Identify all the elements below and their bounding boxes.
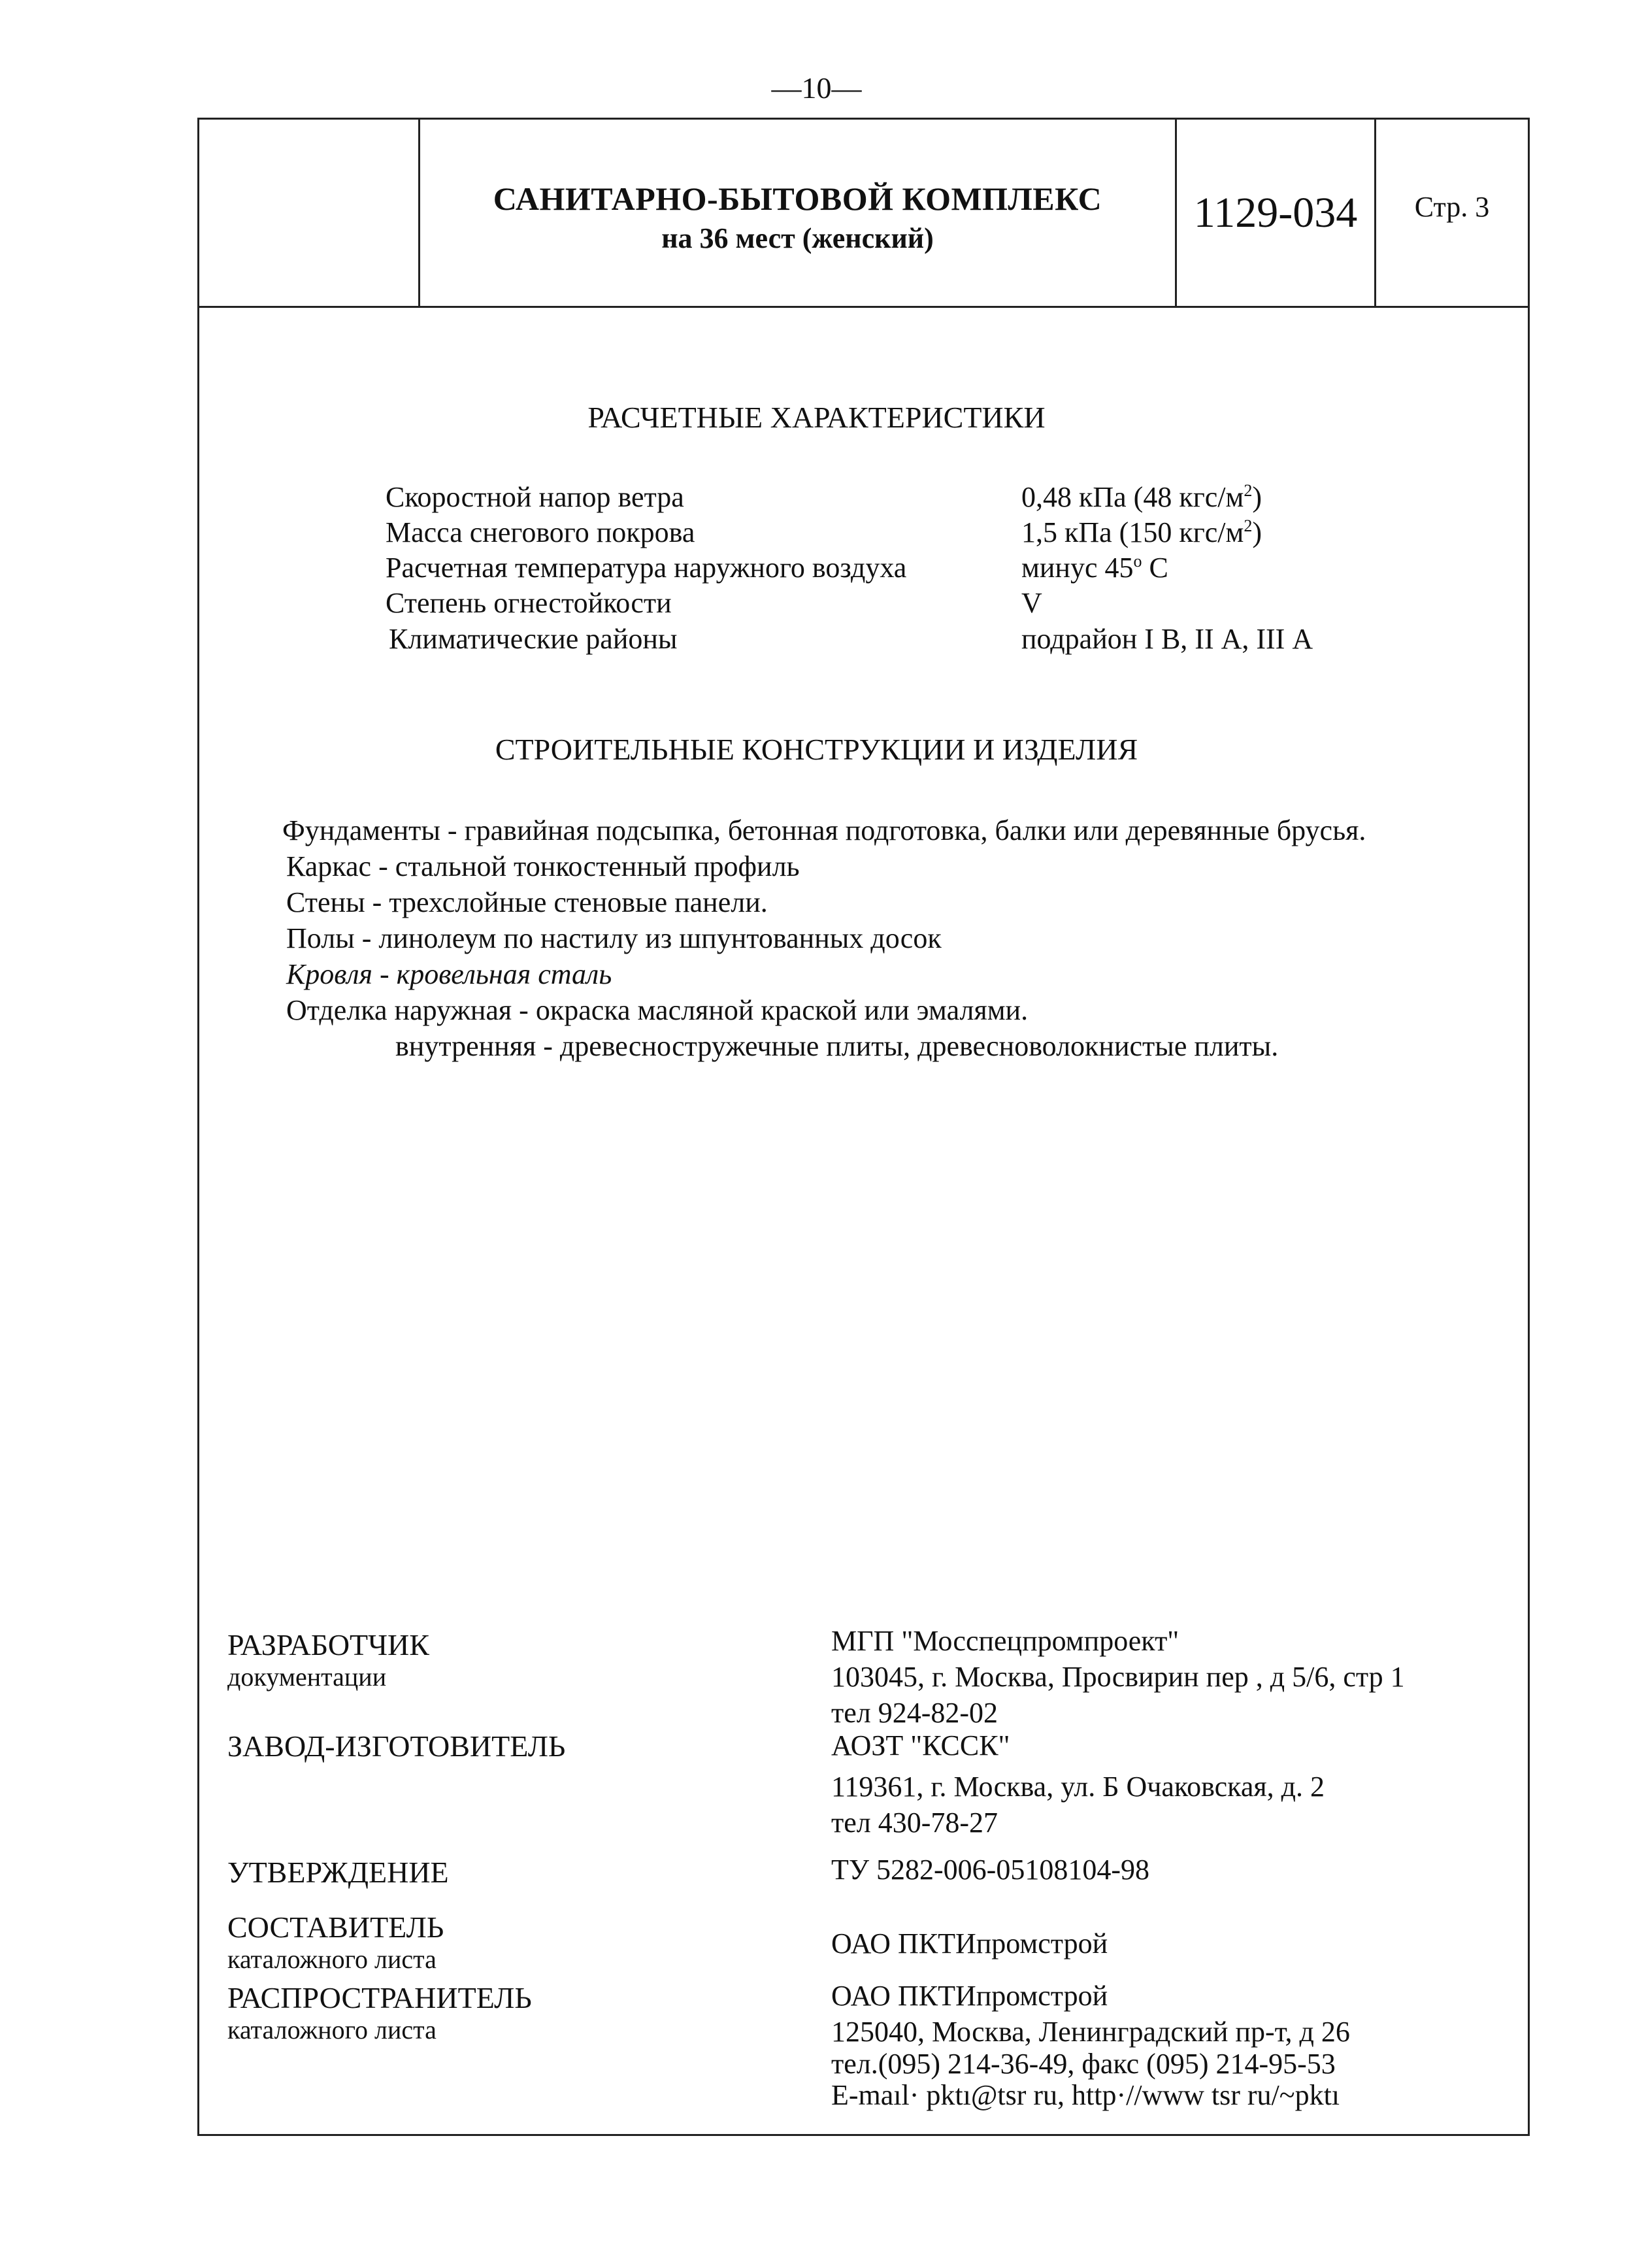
construction-line-roofing: Кровля - кровельная сталь (286, 958, 612, 990)
char-value-fire-resistance: V (1021, 587, 1042, 619)
developer-address: 103045, г. Москва, Просвирин пер , д 5/6, стр 1 (831, 1661, 1405, 1693)
char-value-temperature: минус $45^о$ С (1021, 552, 1168, 584)
title-block-blank-cell (199, 120, 420, 306)
char-label-wind: Скоростной напор ветра (386, 481, 684, 513)
distributor-email-web: E-maıl· pktı@tsr ru, http·//www tsr ru/~pktı (831, 2079, 1340, 2111)
page-number: —10— (771, 71, 862, 105)
compiler-label: СОСТАВИТЕЛЬ (227, 1910, 444, 1944)
manufacturer-address: 119361, г. Москва, ул. Б Очаковская, д. 2 (831, 1771, 1325, 1803)
char-label-fire-resistance: Степень огнестойкости (386, 587, 672, 619)
distributor-sublabel: каталожного листа (227, 2015, 437, 2044)
approval-value: ТУ 5282-006-05108104-98 (831, 1854, 1149, 1886)
construction-line-walls: Стены - трехслойные стеновые панели. (286, 886, 768, 918)
char-value-climate: подрайон I В, II А, III А (1021, 623, 1313, 655)
construction-line-interior-finish: внутренняя - древесностружечные плиты, древесноволокнистые плиты. (395, 1030, 1279, 1062)
document-subtitle: на 36 мест (женский) (661, 222, 934, 254)
manufacturer-org: АОЗТ "КССК" (831, 1729, 1010, 1761)
char-value-snow: 1,5 кПа (150 кгс/$м^2$) (1021, 516, 1262, 548)
compiler-value: ОАО ПКТИпромстрой (831, 1927, 1108, 1959)
distributor-address: 125040, Москва, Ленинградский пр-т, д 26 (831, 2016, 1350, 2048)
construction-line-frame: Каркас - стальной тонкостенный профиль (286, 850, 800, 882)
distributor-org: ОАО ПКТИпромстрой (831, 1980, 1108, 2012)
developer-label: РАЗРАБОТЧИК (227, 1628, 429, 1661)
developer-phone: тел 924-82-02 (831, 1697, 998, 1729)
title-block (199, 120, 1528, 308)
construction-line-floors: Полы - линолеум по настилу из шпунтованных досок (286, 922, 942, 954)
developer-sublabel: документации (227, 1662, 387, 1692)
design-characteristics-heading: РАСЧЕТНЫЕ ХАРАКТЕРИСТИКИ (587, 401, 1046, 434)
char-label-climate: Климатические районы (389, 623, 678, 655)
title-block-title-cell (420, 120, 1177, 306)
constructions-heading: СТРОИТЕЛЬНЫЕ КОНСТРУКЦИИ И ИЗДЕЛИЯ (495, 733, 1138, 766)
distributor-label: РАСПРОСТРАНИТЕЛЬ (227, 1981, 532, 2014)
sheet-page-label: Стр. 3 (1414, 191, 1490, 223)
char-label-snow: Масса снегового покрова (386, 516, 695, 548)
document-code: 1129-034 (1177, 120, 1376, 306)
construction-line-foundations: Фундаменты - гравийная подсыпка, бетонная подготовка, балки или деревянные брусья. (282, 814, 1366, 846)
char-value-wind: 0,48 кПа (48 кгс/$м^2$) (1021, 481, 1262, 513)
construction-line-exterior-finish: Отделка наружная - окраска масляной краской или эмалями. (286, 994, 1029, 1026)
document-title: САНИТАРНО-БЫТОВОЙ КОМПЛЕКС (493, 180, 1102, 217)
manufacturer-label: ЗАВОД-ИЗГОТОВИТЕЛЬ (227, 1729, 566, 1763)
char-label-temperature: Расчетная температура наружного воздуха (386, 552, 907, 584)
distributor-phone-fax: тел.(095) 214-36-49, факс (095) 214-95-53 (831, 2048, 1336, 2080)
approval-label: УТВЕРЖДЕНИЕ (227, 1856, 449, 1889)
compiler-sublabel: каталожного листа (227, 1944, 437, 1974)
manufacturer-phone: тел 430-78-27 (831, 1807, 998, 1839)
developer-org: МГП "Мосспецпромпроект" (831, 1625, 1179, 1657)
